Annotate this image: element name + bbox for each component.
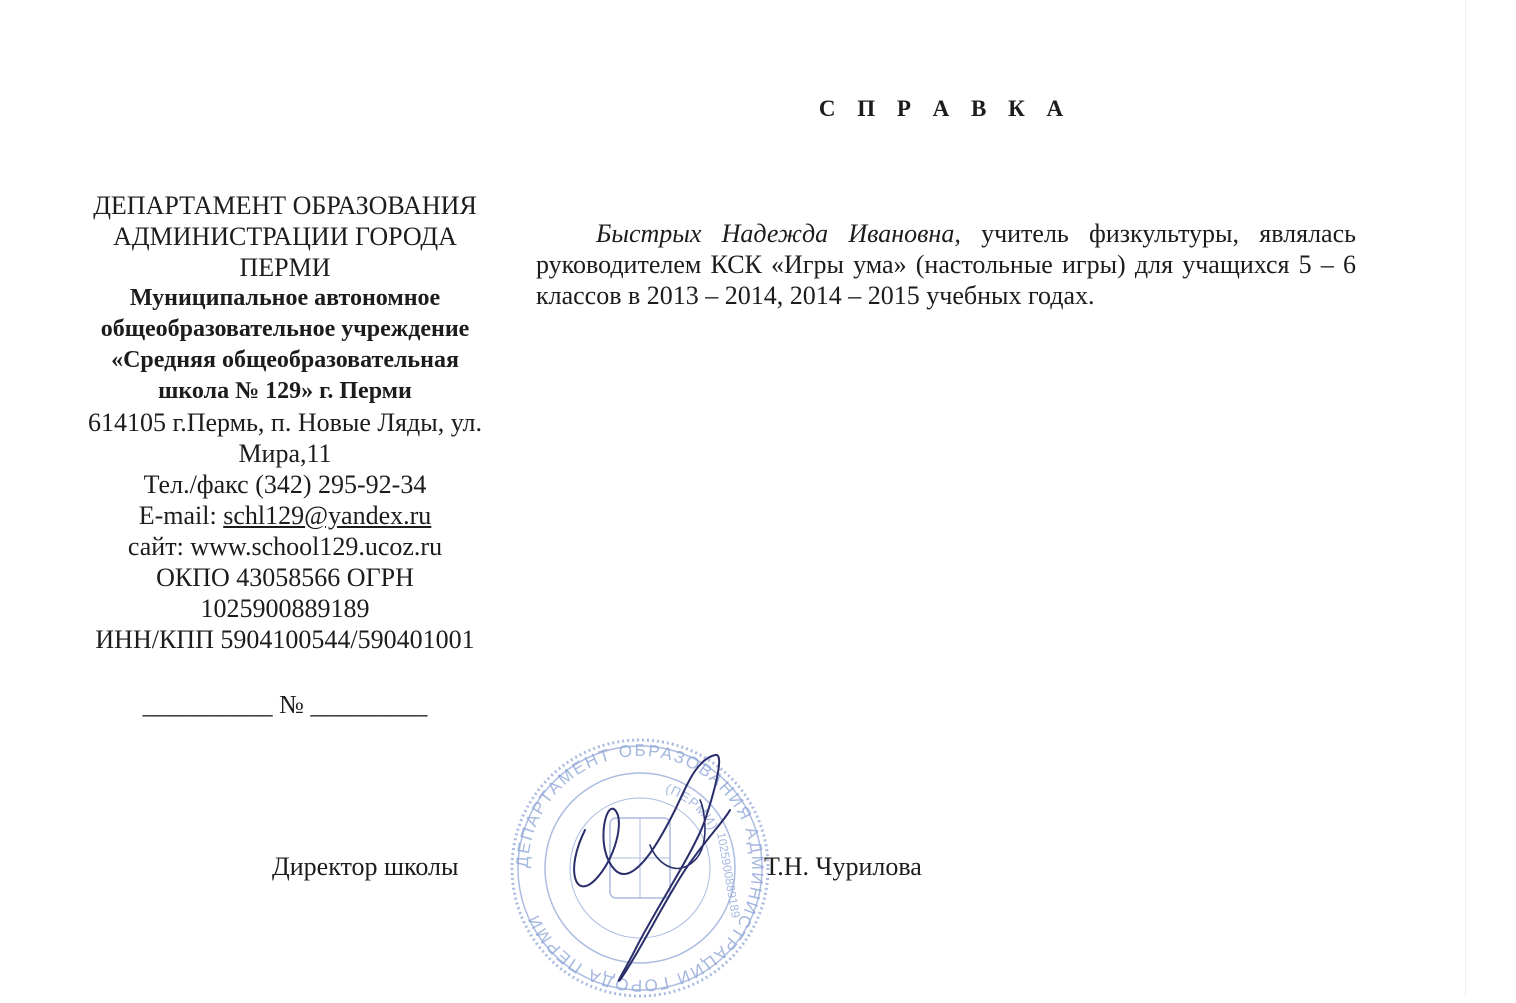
organization-line-4: школа № 129» г. Перми (158, 378, 412, 404)
email-label: E-mail: (138, 501, 224, 530)
department-line-2: АДМИНИСТРАЦИИ ГОРОДА (113, 222, 457, 251)
organization-line-1: Муниципальное автономное (129, 285, 441, 311)
stamp-inner-text: (ПЕРМИ) (663, 780, 722, 833)
letterhead (70, 190, 500, 655)
stamp-number-text: 1025900889189 (714, 831, 743, 919)
website: сайт: www.school129.ucoz.ru (127, 532, 443, 561)
signatory-role: Директор школы (272, 852, 459, 881)
document-title: С П Р А В К А (818, 96, 1072, 121)
organization-line-3: «Средняя общеобразовательная (111, 347, 459, 373)
email-link[interactable]: schl129@yandex.ru (223, 501, 432, 530)
director-signature (555, 750, 755, 990)
organization-line-2: общеобразовательное учреждение (100, 316, 470, 342)
department-line-3: ПЕРМИ (239, 253, 331, 282)
certificate-text: учитель физкультуры, являлась руководителем КСК «Игры ума» (настольные игры) для учащихся 5 – 6 классов в 2013 – 2014, 2014 – 2015 учебных годах. (536, 219, 1356, 310)
person-name: Быстрых Надежда Ивановна, (596, 219, 961, 248)
email-line (70, 500, 500, 531)
department-line-1: ДЕПАРТАМЕНТ ОБРАЗОВАНИЯ (93, 191, 477, 220)
page-edge (1465, 0, 1466, 997)
registration-number: __________ № _________ (142, 690, 428, 719)
certificate-body (536, 218, 1356, 311)
stamp-outer-text: ДЕПАРТАМЕНТ ОБРАЗОВАНИЯ АДМИНИСТРАЦИИ ГОРОДА ПЕРМИ (512, 740, 768, 996)
phone-fax: Тел./факс (342) 295-92-34 (143, 470, 427, 499)
address-line-1: 614105 г.Пермь, п. Новые Ляды, ул. (87, 408, 483, 437)
address-line-2: Мира,11 (238, 439, 332, 468)
signatory-name: Т.Н. Чурилова (764, 852, 922, 881)
okpo-ogrn: ОКПО 43058566 ОГРН (156, 563, 414, 592)
inn-kpp: ИНН/КПП 5904100544/590401001 (95, 625, 475, 654)
ogrn-value: 1025900889189 (200, 594, 370, 623)
